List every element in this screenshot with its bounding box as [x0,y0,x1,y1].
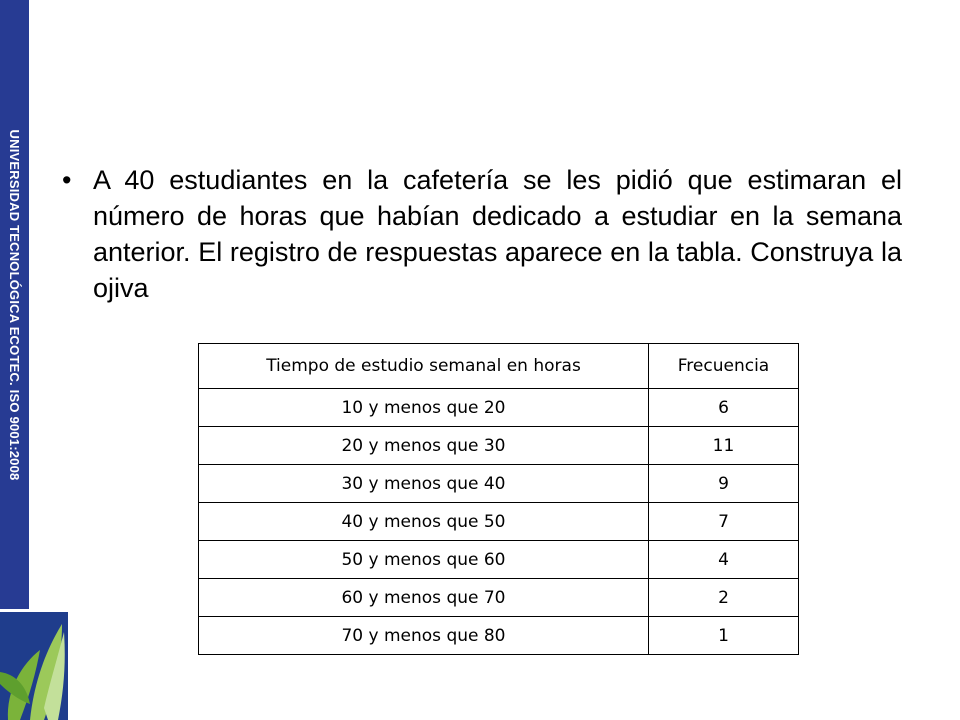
interval-cell: 40 y menos que 50 [199,503,649,541]
frequency-cell: 7 [649,503,799,541]
table-row [199,465,799,503]
table-row [199,503,799,541]
interval-cell: 10 y menos que 20 [199,389,649,427]
interval-cell: 30 y menos que 40 [199,465,649,503]
frequency-cell: 11 [649,427,799,465]
leaf-logo-icon [0,612,68,720]
table-row [199,541,799,579]
frequency-cell: 6 [649,389,799,427]
bullet-item [62,162,902,306]
question-text: A 40 estudiantes en la cafetería se les pidió que estimaran el número de horas que habían dedicado a estudiar en la semana anterior. El registro de respuestas aparece en la tabla. Construya la ojiva [93,165,902,303]
bullet-marker: • [62,165,72,195]
table-row [199,617,799,655]
interval-cell: 20 y menos que 30 [199,427,649,465]
header-frequency: Frecuencia [649,344,799,389]
table-row [199,389,799,427]
frequency-cell: 9 [649,465,799,503]
frequency-cell: 2 [649,579,799,617]
interval-cell: 60 y menos que 70 [199,579,649,617]
frequency-cell: 4 [649,541,799,579]
table-row [199,579,799,617]
sidebar-band [0,0,29,609]
interval-cell: 70 y menos que 80 [199,617,649,655]
sidebar-institution-text: UNIVERSIDAD TECNOLÓGICA ECOTEC. ISO 9001:2008 [7,129,22,481]
frequency-table [198,343,799,655]
header-interval: Tiempo de estudio semanal en horas [199,344,649,389]
interval-cell: 50 y menos que 60 [199,541,649,579]
content-area [62,162,902,306]
table-header-row [199,344,799,389]
table-row [199,427,799,465]
frequency-cell: 1 [649,617,799,655]
